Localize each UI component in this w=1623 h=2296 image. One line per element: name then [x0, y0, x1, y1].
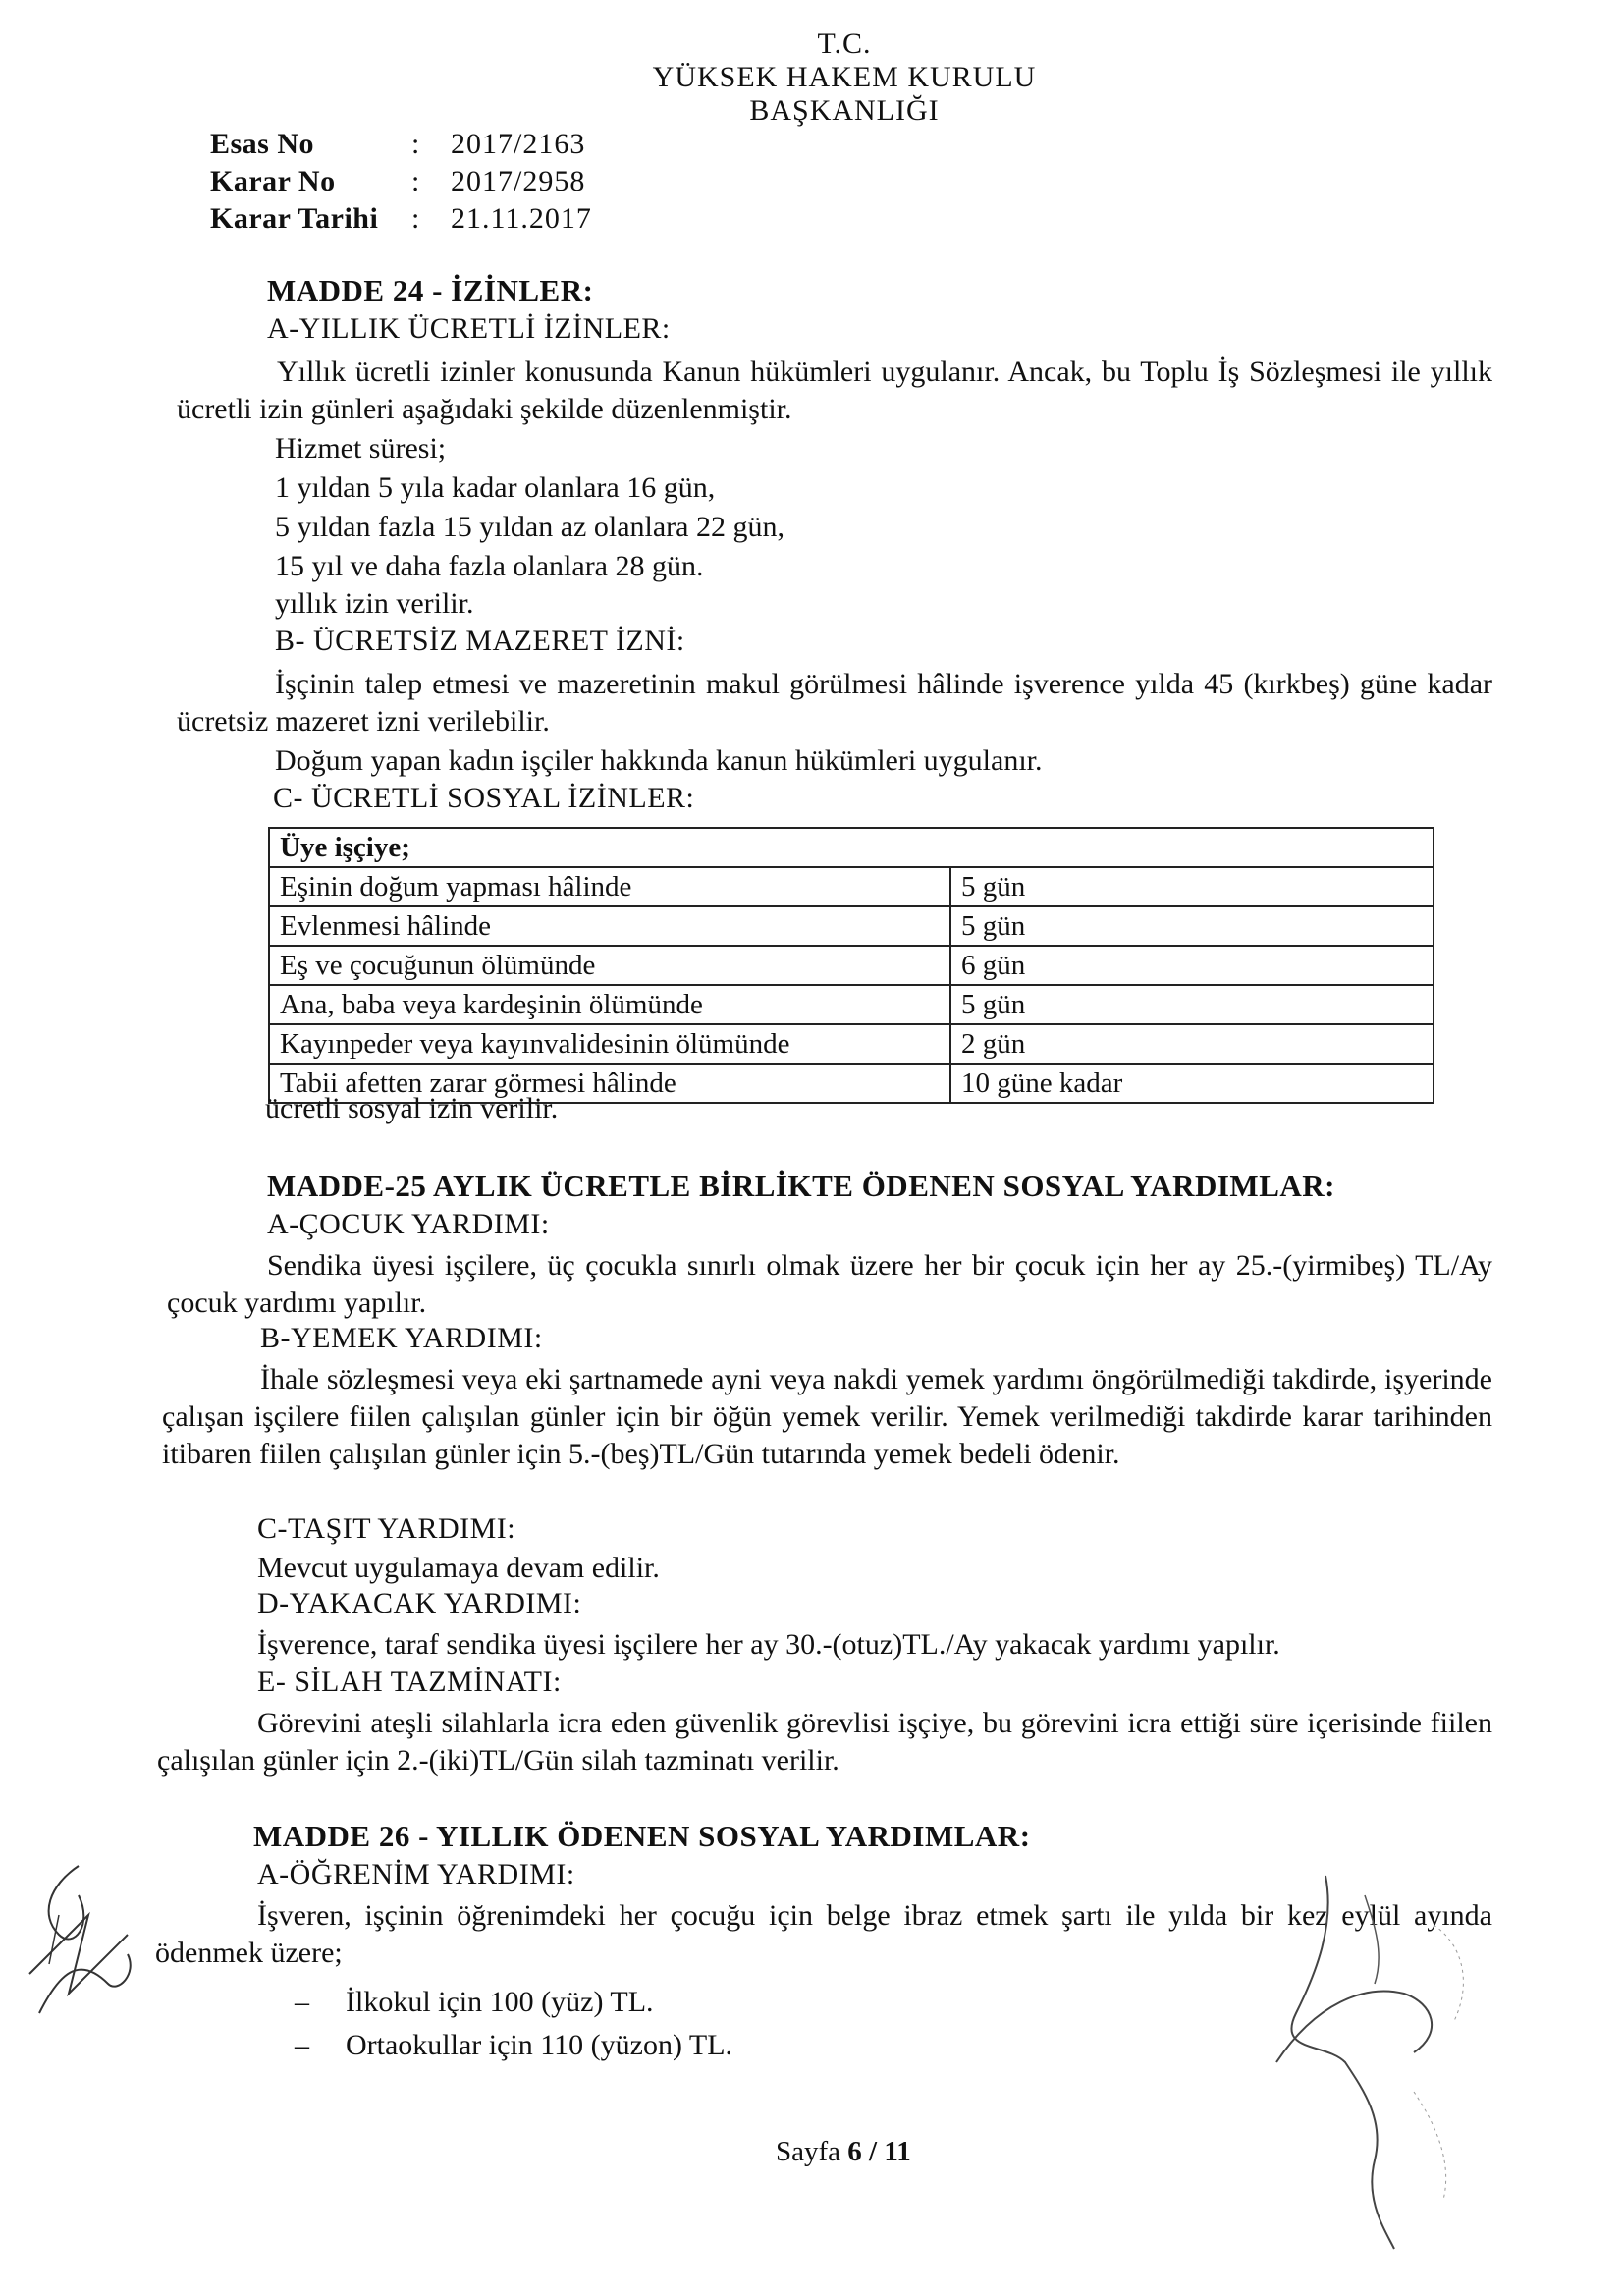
- handwritten-initials-signature: [20, 1856, 157, 2052]
- madde25-d-paragraph: İşverence, taraf sendika üyesi işçilere her ay 30.-(otuz)TL./Ay yakacak yardımı yapılır.: [257, 1628, 1280, 1661]
- meta-karar-tarihi: [210, 200, 592, 238]
- page-number-current: 6: [847, 2136, 862, 2167]
- madde24-b-title: B- ÜCRETSİZ MAZERET İZNİ:: [275, 625, 685, 657]
- header-institution: YÜKSEK HAKEM KURULU: [652, 61, 1037, 93]
- meta-esas-no: [210, 126, 585, 163]
- leave-duration: 10 güne kadar: [950, 1064, 1434, 1103]
- meta-colon: :: [411, 128, 420, 160]
- madde24-c-closing: ücretli sosyal izin verilir.: [265, 1092, 559, 1124]
- madde25-c-paragraph: Mevcut uygulamaya devam edilir.: [257, 1552, 660, 1584]
- madde25-e-title: E- SİLAH TAZMİNATI:: [257, 1666, 562, 1698]
- madde26-list-item-2: [295, 2027, 732, 2064]
- madde24-a-closing: yıllık izin verilir.: [275, 587, 474, 620]
- page-number: [776, 2136, 911, 2168]
- leave-duration: 5 gün: [950, 867, 1434, 906]
- leave-event: Eş ve çocuğunun ölümünde: [269, 946, 950, 985]
- handwritten-signature: [1237, 1866, 1492, 2259]
- madde24-a-paragraph: Yıllık ücretli izinler konusunda Kanun hükümleri uygulanır. Ancak, bu Toplu İş Sözleşmesi ile yıllık ücretli izin günleri aşağıdaki şekilde düzenlenmiştir.: [177, 355, 1492, 425]
- header-tc: T.C.: [817, 27, 872, 60]
- madde25-a-paragraph: Sendika üyesi işçilere, üç çocukla sınırlı olmak üzere her bir çocuk için her ay 25.-(yirmibeş) TL/Ay çocuk yardımı yapılır.: [167, 1249, 1492, 1319]
- list-item-text: İlkokul için 100 (yüz) TL.: [346, 1986, 654, 2018]
- bullet-dash: –: [295, 2029, 309, 2061]
- list-item-text: Ortaokullar için 110 (yüzon) TL.: [346, 2029, 733, 2061]
- meta-label: Karar Tarihi: [210, 202, 379, 235]
- madde26-title: MADDE 26 - YILLIK ÖDENEN SOSYAL YARDIMLAR:: [253, 1819, 1031, 1853]
- leave-duration: 2 gün: [950, 1024, 1434, 1064]
- meta-colon: :: [411, 202, 420, 235]
- madde26-list-item-1: [295, 1984, 654, 2021]
- leave-event: Evlenmesi hâlinde: [269, 906, 950, 946]
- madde26-a-title: A-ÖĞRENİM YARDIMI:: [257, 1858, 575, 1890]
- table-row: [269, 906, 1434, 946]
- madde24-b-paragraph-2: Doğum yapan kadın işçiler hakkında kanun hükümleri uygulanır.: [275, 744, 1043, 777]
- leave-duration: 5 gün: [950, 985, 1434, 1024]
- table-row: [269, 946, 1434, 985]
- madde25-a-title: A-ÇOCUK YARDIMI:: [267, 1208, 550, 1240]
- table-row: [269, 867, 1434, 906]
- meta-karar-no: [210, 163, 585, 200]
- header-department: BAŞKANLIĞI: [749, 94, 940, 127]
- leave-event: Tabii afetten zarar görmesi hâlinde: [269, 1064, 950, 1103]
- meta-value: 2017/2163: [451, 128, 586, 160]
- leave-event: Kayınpeder veya kayınvalidesinin ölümünde: [269, 1024, 950, 1064]
- leave-event: Eşinin doğum yapması hâlinde: [269, 867, 950, 906]
- meta-colon: :: [411, 165, 420, 197]
- leave-duration: 6 gün: [950, 946, 1434, 985]
- madde24-a-service: Hizmet süresi;: [275, 432, 447, 465]
- madde25-b-paragraph: İhale sözleşmesi veya eki şartnamede ayni veya nakdi yemek yardımı öngörülmediği takdirde, işyerinde çalışan işçilere fiilen çalışılan günler için bir öğün yemek verilir. Yemek verilmediği takdirde karar tarihinden itibaren fiilen çalışılan günler için 5.-(beş)TL/Gün tutarında yemek bedeli ödenir.: [162, 1363, 1492, 1470]
- table-row: [269, 1024, 1434, 1064]
- meta-value: 21.11.2017: [451, 202, 592, 235]
- page-number-separator: /: [861, 2136, 885, 2167]
- madde25-title: MADDE-25 AYLIK ÜCRETLE BİRLİKTE ÖDENEN SOSYAL YARDIMLAR:: [267, 1169, 1335, 1203]
- madde24-a-item-1: 1 yıldan 5 yıla kadar olanlara 16 gün,: [275, 471, 716, 504]
- madde25-e-paragraph: Görevini ateşli silahlarla icra eden güvenlik görevlisi işçiye, bu görevini icra ettiği süre içerisinde fiilen çalışılan günler için 2.-(iki)TL/Gün silah tazminatı verilir.: [157, 1707, 1492, 1777]
- madde26-a-paragraph: İşveren, işçinin öğrenimdeki her çocuğu için belge ibraz etmek şartı ile yılda bir kez eylül ayında ödenmek üzere;: [155, 1899, 1492, 1969]
- madde25-c-title: C-TAŞIT YARDIMI:: [257, 1512, 516, 1545]
- madde25-d-title: D-YAKACAK YARDIMI:: [257, 1587, 582, 1619]
- meta-label: Karar No: [210, 165, 336, 197]
- page-number-prefix: Sayfa: [776, 2136, 848, 2167]
- bullet-dash: –: [295, 1986, 309, 2018]
- leave-duration: 5 gün: [950, 906, 1434, 946]
- madde24-a-title: A-YILLIK ÜCRETLİ İZİNLER:: [267, 312, 671, 345]
- madde24-b-paragraph: İşçinin talep etmesi ve mazeretinin makul görülmesi hâlinde işverence yılda 45 (kırkbeş) güne kadar ücretsiz mazeret izni verilebilir.: [177, 668, 1492, 738]
- social-leave-table: [268, 827, 1434, 1104]
- table-header-cell: Üye işçiye;: [269, 828, 1434, 867]
- table-header-row: [269, 828, 1434, 867]
- madde24-title: MADDE 24 - İZİNLER:: [267, 273, 594, 307]
- madde24-a-item-2: 5 yıldan fazla 15 yıldan az olanlara 22 gün,: [275, 511, 784, 543]
- madde24-c-title: C- ÜCRETLİ SOSYAL İZİNLER:: [273, 782, 695, 814]
- leave-event: Ana, baba veya kardeşinin ölümünde: [269, 985, 950, 1024]
- table-row: [269, 985, 1434, 1024]
- madde24-a-item-3: 15 yıl ve daha fazla olanlara 28 gün.: [275, 550, 704, 582]
- meta-value: 2017/2958: [451, 165, 586, 197]
- meta-label: Esas No: [210, 128, 315, 160]
- madde25-b-title: B-YEMEK YARDIMI:: [260, 1322, 543, 1354]
- page-number-total: 11: [884, 2136, 911, 2167]
